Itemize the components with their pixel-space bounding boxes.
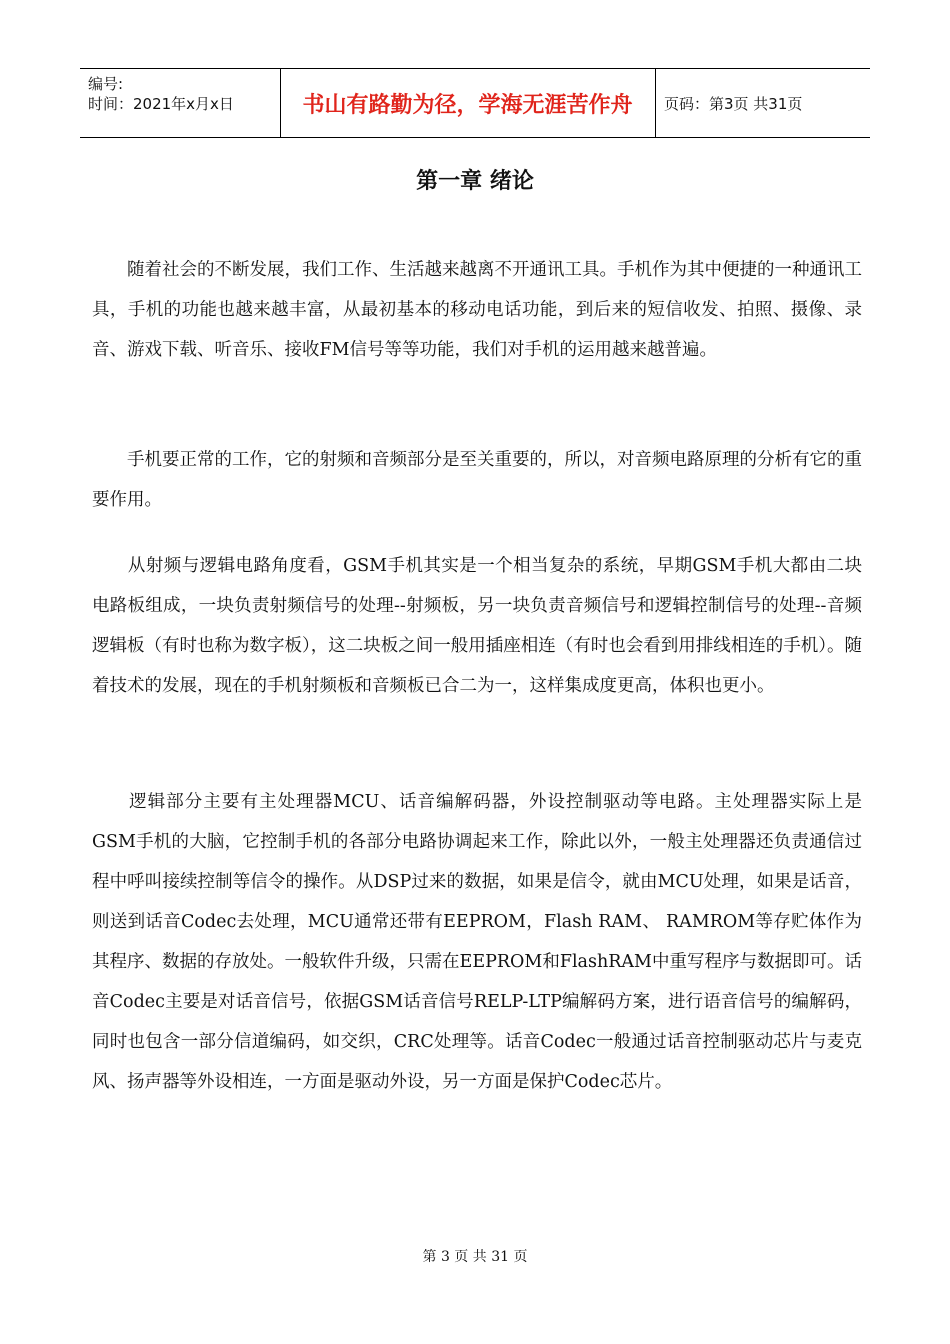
page-header xyxy=(80,68,870,138)
paragraph-text: 随着社会的不断发展，我们工作、生活越来越离不开通讯工具。手机作为其中便捷的一种通讯工具，手机的功能也越来越丰富，从最初基本的移动电话功能，到后来的短信收发、拍照、摄像、录音、游戏下载、听音乐、接收FM信号等等功能，我们对手机的运用越来越普遍。 xyxy=(92,260,862,360)
paragraph-1 xyxy=(92,250,862,370)
page-footer: 第 3 页 共 31 页 xyxy=(422,1249,528,1265)
paragraph-text: 从射频与逻辑电路角度看，GSM手机其实是一个相当复杂的系统，早期GSM手机大都由二块电路板组成，一块负责射频信号的处理--射频板，另一块负责音频信号和逻辑控制信号的处理--音频逻辑板（有时也称为数字板），这二块板之间一般用插座相连（有时也会看到用排线相连的手机）。随着技术的发展，现在的手机射频板和音频板已合二为一，这样集成度更高，体积也更小。 xyxy=(92,556,862,696)
document-number-label: 编号: xyxy=(88,75,124,93)
paragraph-4 xyxy=(92,782,862,1102)
paragraph-text: 逻辑部分主要有主处理器MCU、话音编解码器，外设控制驱动等电路。主处理器实际上是GSM手机的大脑，它控制手机的各部分电路协调起来工作，除此以外，一般主处理器还负责通信过程中呼叫接续控制等信令的操作。从DSP过来的数据，如果是信令，就由MCU处理，如果是话音，则送到话音Codec去处理，MCU通常还带有EEPROM，Flash RAM、 RAMROM等存贮体作为其程序、数据的存放处。一般软件升级，只需在EEPROM和FlashRAM中重写程序与数据即可。话音Codec主要是对话音信号，依据GSM话音信号RELP-LTP编解码方案，进行语音信号的编解码，同时也包含一部分信道编码，如交织，CRC处理等。话音Codec一般通过话音控制驱动芯片与麦克风、扬声器等外设相连，一方面是驱动外设，另一方面是保护Codec芯片。 xyxy=(92,792,862,1092)
header-motto: 书山有路勤为径，学海无涯苦作舟 xyxy=(280,69,656,137)
header-meta xyxy=(80,69,281,137)
paragraph-2 xyxy=(92,440,862,520)
chapter-title: 第一章 绪论 xyxy=(416,169,534,194)
paragraph-text: 手机要正常的工作，它的射频和音频部分是至关重要的，所以，对音频电路原理的分析有它的重要作用。 xyxy=(92,450,862,510)
header-page-info: 页码：第3页 共31页 xyxy=(664,94,803,113)
document-time-label: 时间：2021年x月x日 xyxy=(88,95,234,113)
paragraph-3 xyxy=(92,546,862,706)
